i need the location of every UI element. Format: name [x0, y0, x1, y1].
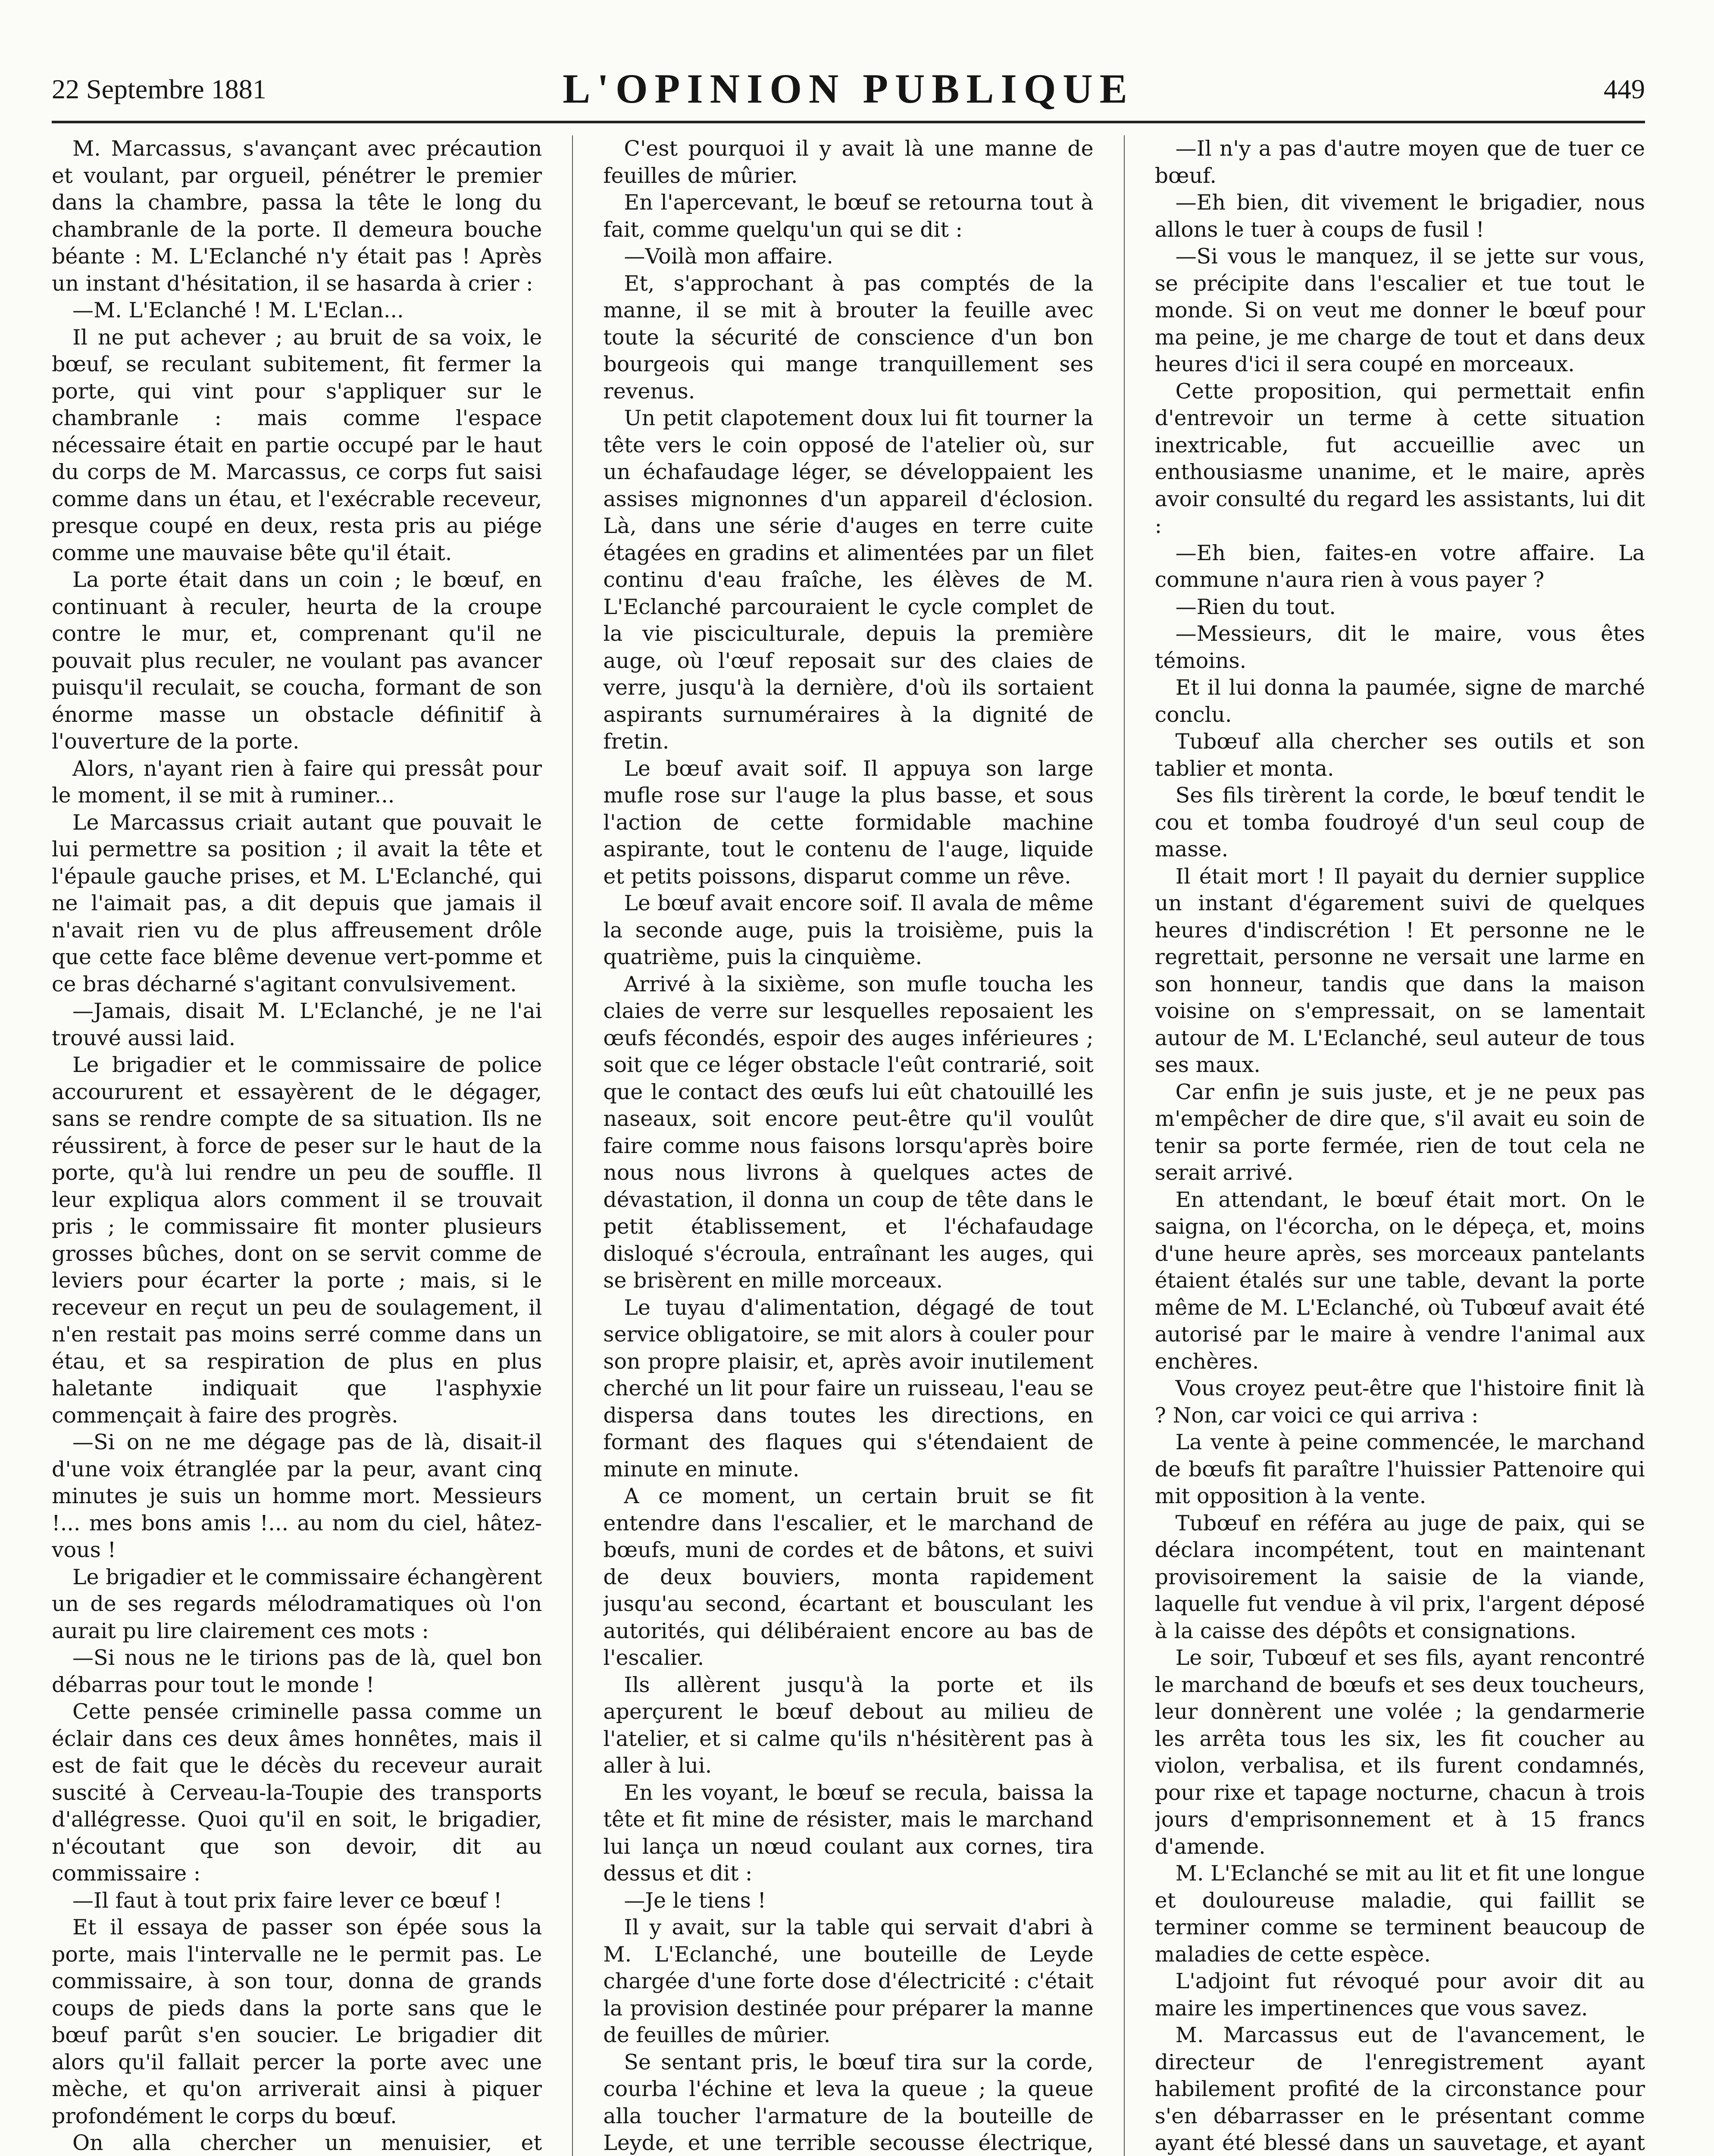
paragraph: Le bœuf avait soif. Il appuya son large mufle rose sur l'auge la plus basse, et sous l'action de cette formidable machine aspirante, tout le contenu de l'auge, liquide et petits poissons, disparut comme un rêve.: [603, 756, 1094, 889]
paragraph: En l'apercevant, le bœuf se retourna tout à fait, comme quelqu'un qui se dit :: [603, 190, 1094, 242]
paragraph: Se sentant pris, le bœuf tira sur la corde, courba l'échine et leva la queue ; la queue alla toucher l'armature de la bouteille de Leyde, et une terrible secousse électrique,: [603, 2049, 1094, 2155]
paragraph: Le bœuf avait encore soif. Il avala de même la seconde auge, puis la troisième, puis la quatrième, puis la cinquième.: [603, 891, 1094, 969]
paragraph: —Il n'y a pas d'autre moyen que de tuer ce bœuf.: [1154, 136, 1645, 188]
paragraph: —Voilà mon affaire.: [624, 244, 833, 269]
paragraph: En attendant, le bœuf était mort. On le saigna, on l'écorcha, on le dépeça, et, moins d'une heure après, ses morceaux pantelants étaient étalés sur une table, devant la porte même de M. L'Eclanché, où Tubœuf avait été autorisé par le maire à vendre l'animal aux enchères.: [1154, 1187, 1645, 1374]
paragraph: C'est pourquoi il y avait là une manne de feuilles de mûrier.: [603, 136, 1094, 188]
paragraph: Et, s'approchant à pas comptés de la manne, il se mit à brouter la feuille avec toute la sécurité de conscience d'un bon bourgeois qui mange tranquillement ses revenus.: [603, 271, 1094, 404]
paragraph: Arrivé à la sixième, son mufle toucha les claies de verre sur lesquelles reposaient les œufs fécondés, espoir des auges inférieures ; soit que ce léger obstacle l'eût contrarié, soit que le contact des œufs lui eût chatouillé les naseaux, soit encore peut-être qu'il voulût faire comme nous faisons lorsqu'après boire nous nous livrons à quelques actes de dévastation, il donna un coup de tête dans le petit établissement, et l'échafaudage disloqué s'écroula, entraînant les auges, qui se brisèrent en mille morceaux.: [603, 971, 1094, 1293]
paragraph: L'adjoint fut révoqué pour avoir dit au maire les impertinences que vous savez.: [1154, 1969, 1645, 2021]
paragraph: Ses fils tirèrent la corde, le bœuf tendit le cou et tomba foudroyé d'un seul coup de masse.: [1154, 783, 1645, 862]
paragraph: M. Marcassus, s'avançant avec précaution et voulant, par orgueil, pénétrer le premier dans la chambre, passa la tête le long du chambranle de la porte. Il demeura bouche béante : M. L'Eclanché n'y était pas ! Après un instant d'hésitation, il se hasarda à crier :: [52, 136, 542, 296]
paragraph: —Jamais, disait M. L'Eclanché, je ne l'ai trouvé aussi laid.: [52, 999, 542, 1050]
column-divider: [572, 135, 573, 2156]
paragraph: En les voyant, le bœuf se recula, baissa la tête et fit mine de résister, mais le marchand lui lança un nœud coulant aux cornes, tira dessus et dit :: [603, 1780, 1094, 1886]
paragraph: —Il faut à tout prix faire lever ce bœuf !: [72, 1888, 502, 1913]
paragraph: Un petit clapotement doux lui fit tourner la tête vers le coin opposé de l'atelier où, sur un échafaudage léger, se développaient les assises mignonnes d'un appareil d'éclosion. Là, dans une série d'auges en terre cuite étagées en gradins et alimentées par un filet continu d'eau fraîche, les élèves de M. L'Eclanché parcouraient le cycle complet de la vie pisciculturale, depuis la première auge, où l'œuf reposait sur des claies de verre, jusqu'à la dernière, d'où ils sortaient aspirants surnuméraires à la dignité de fretin.: [603, 406, 1094, 754]
paragraph: Le tuyau d'alimentation, dégagé de tout service obligatoire, se mit alors à couler pour son propre plaisir, et, après avoir inutilement cherché un lit pour faire un ruisseau, l'eau se dispersa dans toutes les directions, en formant des flaques qui s'étendaient de minute en minute.: [603, 1295, 1094, 1482]
paragraph: Le brigadier et le commissaire de police accoururent et essayèrent de le dégager, sans se rendre compte de sa situation. Ils ne réussirent, à force de peser sur le haut de la porte, qu'à lui rendre un peu de souffle. Il leur expliqua alors comment il se trouvait pris ; le commissaire fit monter plusieurs grosses bûches, dont on se servit comme de leviers pour écarter la porte ; mais, si le receveur en reçut un peu de soulagement, il n'en restait pas moins serré comme dans un étau, et sa respiration de plus en plus haletante indiquait que l'asphyxie commençait à faire des progrès.: [52, 1053, 542, 1428]
paragraph: Le soir, Tubœuf et ses fils, ayant rencontré le marchand de bœufs et ses deux toucheurs, leur donnèrent une volée ; la gendarmerie les arrêta tous les six, les fit coucher au violon, verbalisa, et ils furent condamnés, pour rixe et tapage nocturne, chacun à trois jours d'emprisonnement et à 15 francs d'amende.: [1154, 1645, 1645, 1859]
column-1: [52, 135, 542, 2156]
paragraph: Vous croyez peut-être que l'histoire finit là ? Non, car voici ce qui arriva :: [1154, 1376, 1645, 1428]
paragraph: —Rien du tout.: [1175, 594, 1336, 619]
paragraph: On alla chercher un menuisier, et: [72, 2131, 542, 2155]
paragraph: Il y avait, sur la table qui servait d'abri à M. L'Eclanché, une bouteille de Leyde chargée d'une forte dose d'électricité : c'était la provision destinée pour préparer la manne de feuilles de mûrier.: [603, 1915, 1094, 2047]
paragraph: Et il essaya de passer son épée sous la porte, mais l'intervalle ne le permit pas. Le commissaire, à son tour, donna de grands coups de pieds dans la porte sans que le bœuf parût s'en soucier. Le brigadier dit alors qu'il fallait percer la porte avec une mèche, et qu'on arriverait ainsi à piquer profondément le corps du bœuf.: [52, 1915, 542, 2128]
paragraph: —Messieurs, dit le maire, vous êtes témoins.: [1154, 621, 1645, 673]
paragraph: Cette pensée criminelle passa comme un éclair dans ces deux âmes honnêtes, mais il est de fait que le décès du receveur aurait suscité à Cerveau-la-Toupie des transports d'allégresse. Quoi qu'il en soit, le brigadier, n'écoutant que son devoir, dit au commissaire :: [52, 1699, 542, 1886]
paragraph: La vente à peine commencée, le marchand de bœufs fit paraître l'huissier Pattenoire qui mit opposition à la vente.: [1154, 1430, 1645, 1508]
column-2: [603, 135, 1093, 2156]
paragraph: La porte était dans un coin ; le bœuf, en continuant à reculer, heurta de la croupe contre le mur, et, comprenant qu'il ne pouvait plus reculer, ne voulant pas avancer puisqu'il reculait, se coucha, formant de son énorme masse un obstacle définitif à l'ouverture de la porte.: [52, 567, 542, 754]
paragraph: Tubœuf alla chercher ses outils et son tablier et monta.: [1154, 729, 1645, 781]
paragraph: —Si vous le manquez, il se jette sur vous, se précipite dans l'escalier et tue tout le monde. Si on veut me donner le bœuf pour ma peine, je me charge de tout et dans deux heures d'ici il sera coupé en morceaux.: [1154, 244, 1645, 376]
paragraph: —Eh bien, dit vivement le brigadier, nous allons le tuer à coups de fusil !: [1154, 190, 1645, 242]
paragraph: Et il lui donna la paumée, signe de marché conclu.: [1154, 675, 1645, 727]
column-divider: [1124, 135, 1125, 2156]
paragraph: Tubœuf en référa au juge de paix, qui se déclara incompétent, tout en maintenant provisoirement la saisie de la viande, laquelle fut vendue à vil prix, l'argent déposé à la caisse des dépôts et consignations.: [1154, 1510, 1645, 1643]
paragraph: —Si on ne me dégage pas de là, disait-il d'une voix étranglée par la peur, avant cinq minutes je suis un homme mort. Messieurs !... mes bons amis !... au nom du ciel, hâtez-vous !: [52, 1430, 542, 1562]
paragraph: M. Marcassus eut de l'avancement, le directeur de l'enregistrement ayant habilement profité de la circonstance pour s'en débarrasser en le présentant comme ayant été blessé dans un sauvetage, et ayant: [1154, 2023, 1645, 2155]
paragraph: Le brigadier et le commissaire échangèrent un de ses regards mélodramatiques où l'on aurait pu lire clairement ces mots :: [52, 1564, 542, 1643]
page-number: 449: [1604, 74, 1645, 104]
text-columns: [52, 135, 1645, 2156]
paragraph: Cette proposition, qui permettait enfin d'entrevoir un terme à cette situation inextricable, fut accueillie avec un enthousiasme unanime, et le maire, après avoir consulté du regard les assistants, lui dit :: [1154, 379, 1645, 538]
publication-title: L'OPINION PUBLIQUE: [563, 66, 1134, 112]
paragraph: —Je le tiens !: [624, 1888, 766, 1913]
paragraph: Il était mort ! Il payait du dernier supplice un instant d'égarement suivi de quelques heures d'indiscrétion ! Et personne ne le regrettait, personne ne versait une larme en son honneur, tandis que dans la maison voisine on s'empressait, on se lamentait autour de M. L'Eclanché, seul auteur de tous ses maux.: [1154, 864, 1645, 1077]
paragraph: Le Marcassus criait autant que pouvait le lui permettre sa position ; il avait la tête et l'épaule gauche prises, et M. L'Eclanché, qui ne l'aimait pas, a dit depuis que jamais il n'avait rien vu de plus affreusement drôle que cette face blême devenue vert-pomme et ce bras décharné s'agitant convulsivement.: [52, 810, 542, 997]
paragraph: Car enfin je suis juste, et je ne peux pas m'empêcher de dire que, s'il avait eu soin de tenir sa porte fermée, rien de tout cela ne serait arrivé.: [1154, 1079, 1645, 1185]
paragraph: A ce moment, un certain bruit se fit entendre dans l'escalier, et le marchand de bœufs, muni de cordes et de bâtons, et suivi de deux bouviers, monta rapidement jusqu'au second, écartant et bousculant les autorités, qui délibéraient encore au bas de l'escalier.: [603, 1484, 1094, 1670]
page-header: [52, 56, 1645, 121]
paragraph: Alors, n'ayant rien à faire qui pressât pour le moment, il se mit à ruminer...: [52, 756, 542, 808]
paragraph: —Eh bien, faites-en votre affaire. La commune n'aura rien à vous payer ?: [1154, 540, 1645, 592]
issue-date: 22 Septembre 1881: [52, 74, 266, 104]
paragraph: —M. L'Eclanché ! M. L'Eclan...: [72, 298, 404, 323]
paragraph: Il ne put achever ; au bruit de sa voix, le bœuf, se reculant subitement, fit fermer la porte, qui vint pour s'appliquer sur le chambranle : mais comme l'espace nécessaire était en partie occupé par le haut du corps de M. Marcassus, ce corps fut saisi comme dans un étau, et l'exécrable receveur, presque coupé en deux, resta pris au piége comme une mauvaise bête qu'il était.: [52, 325, 542, 565]
header-rule: [52, 121, 1645, 123]
paragraph: —Si nous ne le tirions pas de là, quel bon débarras pour tout le monde !: [52, 1645, 542, 1697]
column-3: [1155, 135, 1645, 2156]
paragraph: Ils allèrent jusqu'à la porte et ils aperçurent le bœuf debout au milieu de l'atelier, et si calme qu'ils n'hésitèrent pas à aller à lui.: [603, 1672, 1094, 1778]
paragraph: M. L'Eclanché se mit au lit et fit une longue et douloureuse maladie, qui faillit se terminer comme se terminent beaucoup de maladies de cette espèce.: [1154, 1861, 1645, 1967]
